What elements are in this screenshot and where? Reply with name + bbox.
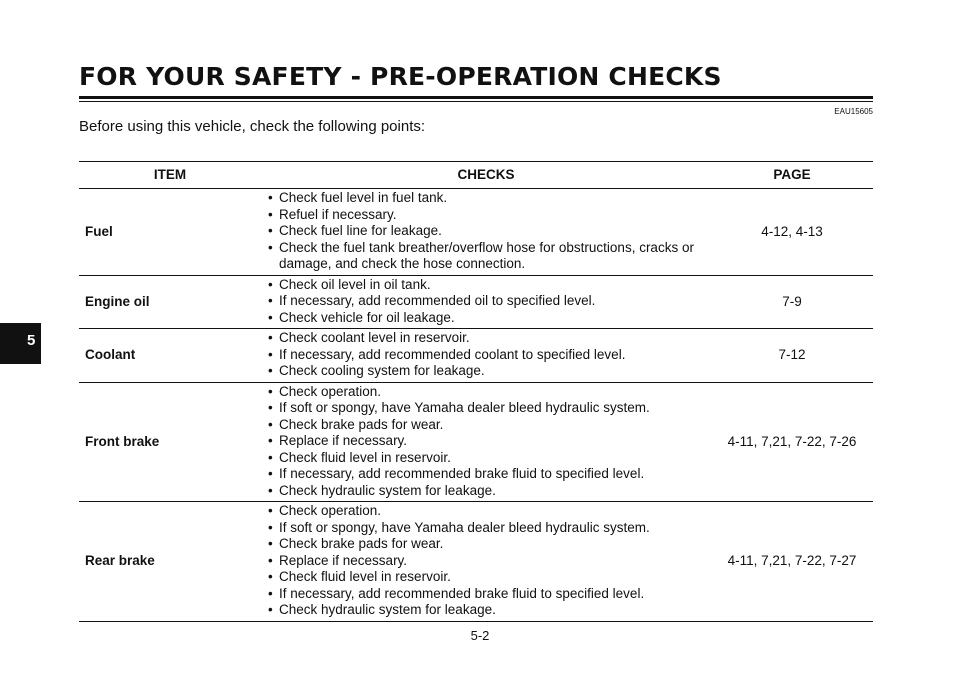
- table-header-row: [79, 162, 873, 189]
- pre-operation-checks-table: [79, 161, 873, 622]
- header-item: ITEM: [79, 162, 261, 189]
- check-item: • If soft or spongy, have Yamaha dealer bleed hydraulic system.: [261, 520, 711, 537]
- check-item: • Check oil level in oil tank.: [261, 277, 711, 294]
- check-item: • If soft or spongy, have Yamaha dealer bleed hydraulic system.: [261, 400, 711, 417]
- check-item: • If necessary, add recommended brake fluid to specified level.: [261, 586, 711, 603]
- checks-cell: [261, 502, 711, 622]
- check-item: • Check fluid level in reservoir.: [261, 569, 711, 586]
- page-cell: 7-9: [782, 293, 802, 309]
- page-cell: 4-11, 7,21, 7-22, 7-26: [727, 433, 857, 449]
- page-number: 5-2: [470, 628, 490, 643]
- check-item: • If necessary, add recommended coolant to specified level.: [261, 347, 711, 364]
- chapter-tab: [0, 323, 41, 364]
- check-item: • Check fuel level in fuel tank.: [261, 190, 711, 207]
- item-cell: Engine oil: [85, 293, 150, 309]
- table-row: [79, 189, 873, 276]
- checks-cell: [261, 329, 711, 383]
- page-cell: 7-12: [778, 347, 806, 362]
- chapter-tab-number: 5: [27, 332, 36, 349]
- check-item: • Check cooling system for leakage.: [261, 363, 711, 380]
- checks-cell: [261, 275, 711, 329]
- checks-cell: [261, 382, 711, 502]
- check-item: • Check hydraulic system for leakage.: [261, 483, 711, 500]
- intro-text: Before using this vehicle, check the following points:: [79, 118, 426, 135]
- table-row: [79, 329, 873, 383]
- check-item: • Check fluid level in reservoir.: [261, 450, 711, 467]
- item-cell: Coolant: [85, 347, 136, 362]
- page-title: FOR YOUR SAFETY - PRE-OPERATION CHECKS: [79, 62, 722, 91]
- checks-cell: [261, 189, 711, 276]
- header-page: PAGE: [711, 162, 873, 189]
- title-rule-thin: [79, 101, 873, 102]
- check-item: • If necessary, add recommended brake fluid to specified level.: [261, 466, 711, 483]
- check-item: • Check operation.: [261, 503, 711, 520]
- check-item: • Check vehicle for oil leakage.: [261, 310, 711, 327]
- check-item: • Check the fuel tank breather/overflow hose for obstructions, cracks or damage, and check the hose connection.: [261, 240, 711, 273]
- page-cell: 4-12, 4-13: [761, 223, 823, 239]
- table-row: [79, 382, 873, 502]
- check-item: • Refuel if necessary.: [261, 207, 711, 224]
- document-code: EAU15605: [834, 107, 873, 116]
- check-item: • Check brake pads for wear.: [261, 417, 711, 434]
- header-checks: CHECKS: [261, 162, 711, 189]
- item-cell: Rear brake: [85, 553, 155, 568]
- check-item: • If necessary, add recommended oil to specified level.: [261, 293, 711, 310]
- check-item: • Check fuel line for leakage.: [261, 223, 711, 240]
- table-row: [79, 275, 873, 329]
- check-item: • Check operation.: [261, 384, 711, 401]
- check-item: • Replace if necessary.: [261, 553, 711, 570]
- check-item: • Check brake pads for wear.: [261, 536, 711, 553]
- title-rule-thick: [79, 96, 873, 99]
- check-item: • Check hydraulic system for leakage.: [261, 602, 711, 619]
- item-cell: Front brake: [85, 433, 160, 449]
- check-item: • Check coolant level in reservoir.: [261, 330, 711, 347]
- item-cell: Fuel: [85, 223, 113, 239]
- check-item: • Replace if necessary.: [261, 433, 711, 450]
- page-cell: 4-11, 7,21, 7-22, 7-27: [727, 553, 857, 568]
- table-row: [79, 502, 873, 622]
